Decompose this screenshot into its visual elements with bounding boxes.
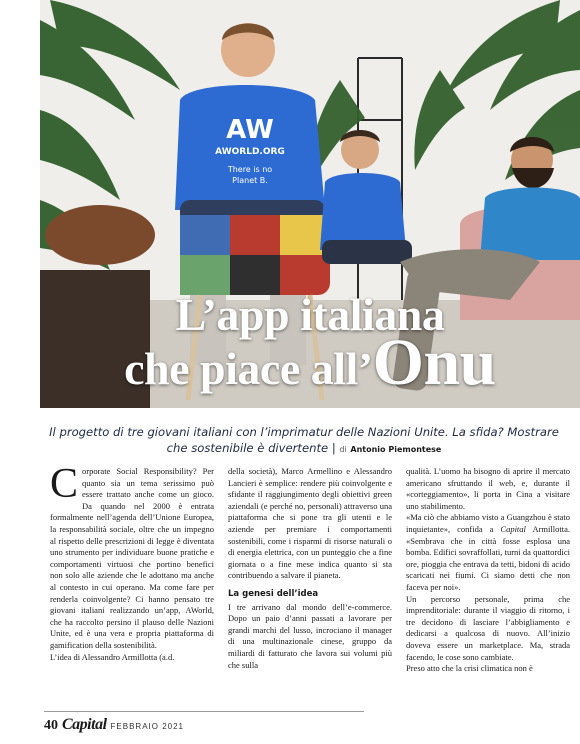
column-3 xyxy=(406,466,570,706)
byline-prefix: di xyxy=(339,445,347,454)
magazine-logo: Capital xyxy=(62,716,107,733)
author-name: Antonio Piemontese xyxy=(350,445,442,454)
paragraph: Preso atto che la crisi climatica non è xyxy=(406,663,533,674)
deck-separator: | xyxy=(331,441,336,455)
paragraph-text: orporate Social Responsibility? Per quanto sia un tema serissimo può essere trattato anche come un gioco. Da quando nel 2000 è entrata formalmente nell’agenda dell’Unione Europea, la responsabilità sociale, oltre che un impegno al rispetto delle prescrizioni di legge è diventata uno strumento per individuare buone pratiche e comportamenti virtuosi che portino benefici non solo alle aziende che le adottano ma anche al contesto in cui operano. Ma come fare per renderla coinvolgente? Ci hanno pensato tre giovani italiani realizzando un’app, AWorld, che ha raccolto persino il plauso delle Nazioni Unite, ed è una vera e propria piattaforma di gamification della sostenibilità. xyxy=(50,466,214,650)
headline-line-2-prefix: che piace all’ xyxy=(124,343,373,394)
drop-cap: C xyxy=(50,461,79,507)
column-1 xyxy=(50,461,214,706)
page-number: 40 xyxy=(44,718,58,733)
publication-name: Capital xyxy=(500,523,526,534)
paragraph xyxy=(406,512,570,593)
headline-line-1: L’app italiana xyxy=(175,289,445,340)
headline xyxy=(40,289,580,399)
paragraph: L’idea di Alessandro Armillotta (a.d. xyxy=(50,651,175,662)
headline-emphasis: Onu xyxy=(372,326,496,399)
page-folio xyxy=(44,716,184,734)
paragraph: qualità. L’uomo ha bisogno di aprire il mercato americano sfruttando il web, e, durante il «corteggiamento», li porta in Cina a visitare uno stabilimento. xyxy=(406,466,570,511)
paragraph: I tre arrivano dal mondo dell’e-commerce. Dopo un paio d’anni passati a lavorare per grandi marchi del lusso, incrociano il manager di una multinazionale cinese, gruppo da miliardi di fatturato che lavora sui volumi più che sulla xyxy=(228,601,392,670)
aworld-logo-mark: AW xyxy=(226,115,274,145)
section-subhead: La genesi dell’idea xyxy=(228,588,319,599)
paragraph: della società), Marco Armellino e Alessandro Lancieri è semplice: rendere più coinvolgente e sfidante il raggiungimento degli obiettivi green aziendali (e perché no, personali) attraverso una piattaforma che si pone tra gli utenti e le aziende per premiare i comportamenti sostenibili, come i risparmi di risorse naturali o di energia elettrica, con un punteggio che a fine giornata o a fine mese indica quanto si sta contribuendo a salvare il pianeta. xyxy=(228,466,392,581)
article-deck xyxy=(44,424,564,458)
paragraph-text: «Ma ciò che abbiamo visto a Guangzhou è stato inquietante», confida a xyxy=(406,512,570,534)
folio-rule xyxy=(44,711,364,712)
column-2 xyxy=(228,466,392,706)
aworld-site-text: AWORLD.ORG xyxy=(215,147,285,157)
paragraph: Un percorso personale, prima che imprenditoriale: durante il viaggio di ritorno, i tre decidono di lasciare l’abbigliamento e dedicarsi a qualcosa di nuovo. All’inizio doveva essere un marketplace. Ma, strada facendo, le cose sono cambiate. xyxy=(406,593,570,662)
slogan-line-2: Planet B. xyxy=(232,176,268,185)
issue-date: FEBBRAIO 2021 xyxy=(110,722,184,731)
deck-text: Il progetto di tre giovani italiani con l’imprimatur delle Nazioni Unite. La sfida? Mostrare che sostenibile è divertente xyxy=(49,425,559,455)
paragraph-text: Armillotta. «Sembrava che in città fosse esplosa una bomba. Edifici sovraffollati, turni da quattordici ore, pioggia che entrava da tetti, bidoni di acido scaricati nei fiumi. Ci siamo detti che non faceva per noi». xyxy=(406,523,570,592)
article-body xyxy=(50,461,570,706)
paragraph xyxy=(50,461,214,652)
slogan-line-1: There is no xyxy=(227,165,273,174)
headline-line-2 xyxy=(40,326,580,399)
